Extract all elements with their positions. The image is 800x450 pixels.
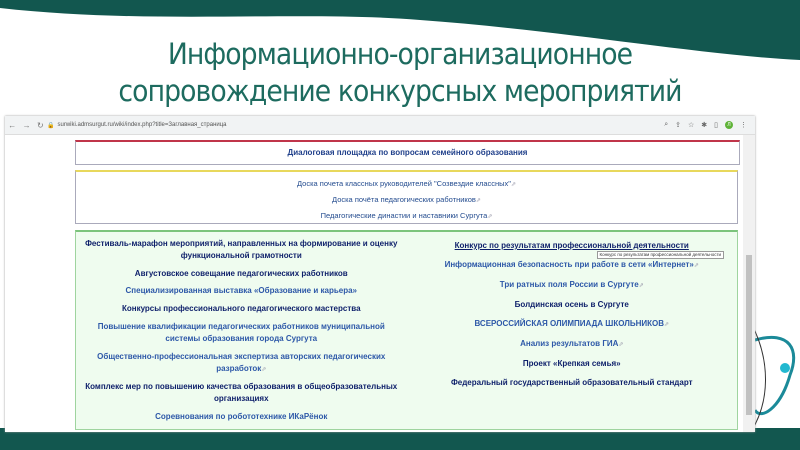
list-item[interactable]: Федеральный государственный образовательный стандарт [450, 378, 693, 387]
back-icon[interactable]: ← [8, 120, 17, 130]
list-item[interactable]: Комплекс мер по повышению качества образования в общеобразовательных организациях [85, 382, 398, 404]
events-box [75, 230, 738, 430]
lock-icon: 🔒 [47, 122, 55, 129]
events-left-column [76, 232, 407, 429]
atom-decoration-icon [752, 325, 794, 430]
external-link-icon: ⇗ [693, 263, 699, 269]
star-icon[interactable]: ☆ [687, 122, 695, 129]
list-item[interactable]: Специализированная выставка «Образование и карьера» [125, 286, 357, 296]
list-item[interactable]: Три ратных поля России в Сургуте⇗ [499, 280, 644, 289]
sidepanel-icon[interactable]: ▯ [714, 122, 718, 129]
share-icon[interactable]: ⇪ [675, 122, 681, 129]
browser-screenshot [5, 116, 755, 432]
avatar[interactable]: Л [725, 121, 733, 129]
list-item[interactable]: Анализ результатов ГИА⇗ [520, 339, 624, 348]
external-link-icon: ⇗ [261, 366, 267, 373]
list-item[interactable]: Соревнования по робототехнике ИКаРёнок [155, 412, 328, 422]
list-item[interactable]: Фестиваль-марафон мероприятий, направленных на формирование и оценку функциональной грамотности [85, 238, 398, 260]
external-link-icon: ⇗ [664, 322, 670, 328]
menu-icon[interactable]: ⋮ [740, 122, 747, 129]
list-item[interactable]: Повышение квалификации педагогических работников муниципальной системы образования города Сургута [97, 321, 385, 343]
list-item[interactable]: Общественно-профессиональная экспертиза авторских педагогических разработок⇗ [97, 351, 386, 373]
list-item[interactable]: Болдинская осень в Сургуте [514, 300, 629, 309]
address-bar[interactable] [47, 122, 664, 129]
reload-icon[interactable]: ↻ [37, 120, 44, 130]
external-link-icon: ⇗ [638, 283, 644, 289]
list-item[interactable]: Доска почета классных руководителей "Созвездие классных"⇗ [296, 179, 516, 188]
slide-title [32, 36, 768, 110]
forward-icon[interactable]: → [22, 120, 31, 130]
tooltip: Конкурс по результатам профессиональной деятельности [597, 251, 725, 259]
list-item[interactable]: Доска почёта педагогических работников⇗ [332, 195, 481, 204]
zoom-icon[interactable]: ⌕ [664, 121, 669, 128]
list-item[interactable]: Августовское совещание педагогических работников [134, 268, 348, 278]
honor-boards-box [75, 170, 738, 224]
external-link-icon: ⇗ [487, 214, 493, 220]
extensions-icon[interactable]: ✱ [701, 122, 708, 129]
browser-toolbar [5, 116, 755, 135]
list-item[interactable]: Конкурс по результатам профессиональной деятельности [454, 241, 689, 250]
list-item[interactable]: Информационная безопасность при работе в сети «Интернет»⇗ [444, 260, 699, 269]
title-line-1: Информационно-организационное [167, 37, 633, 71]
title-line-2: сопровождение конкурсных мероприятий [118, 74, 682, 108]
external-link-icon: ⇗ [618, 342, 624, 348]
link-family-education[interactable]: Диалоговая площадка по вопросам семейного образования [287, 148, 528, 157]
scrollbar-thumb[interactable] [746, 255, 752, 415]
url-text: surwiki.admsurgut.ru/wiki/index.php?title=Заглавная_страница [57, 122, 227, 128]
list-item[interactable]: ВСЕРОССИЙСКАЯ ОЛИМПИАДА ШКОЛЬНИКОВ⇗ [474, 319, 670, 328]
family-education-box [75, 140, 740, 165]
list-item[interactable]: Конкурсы профессионального педагогического мастерства [121, 304, 361, 314]
wiki-sidebar [5, 135, 70, 432]
scrollbar[interactable] [743, 135, 755, 432]
external-link-icon: ⇗ [475, 198, 481, 204]
external-link-icon: ⇗ [510, 182, 516, 188]
list-item[interactable]: Педагогические династии и наставники Сургута⇗ [320, 211, 493, 220]
list-item[interactable]: Проект «Крепкая семья» [522, 359, 621, 368]
events-right-column [407, 232, 738, 429]
